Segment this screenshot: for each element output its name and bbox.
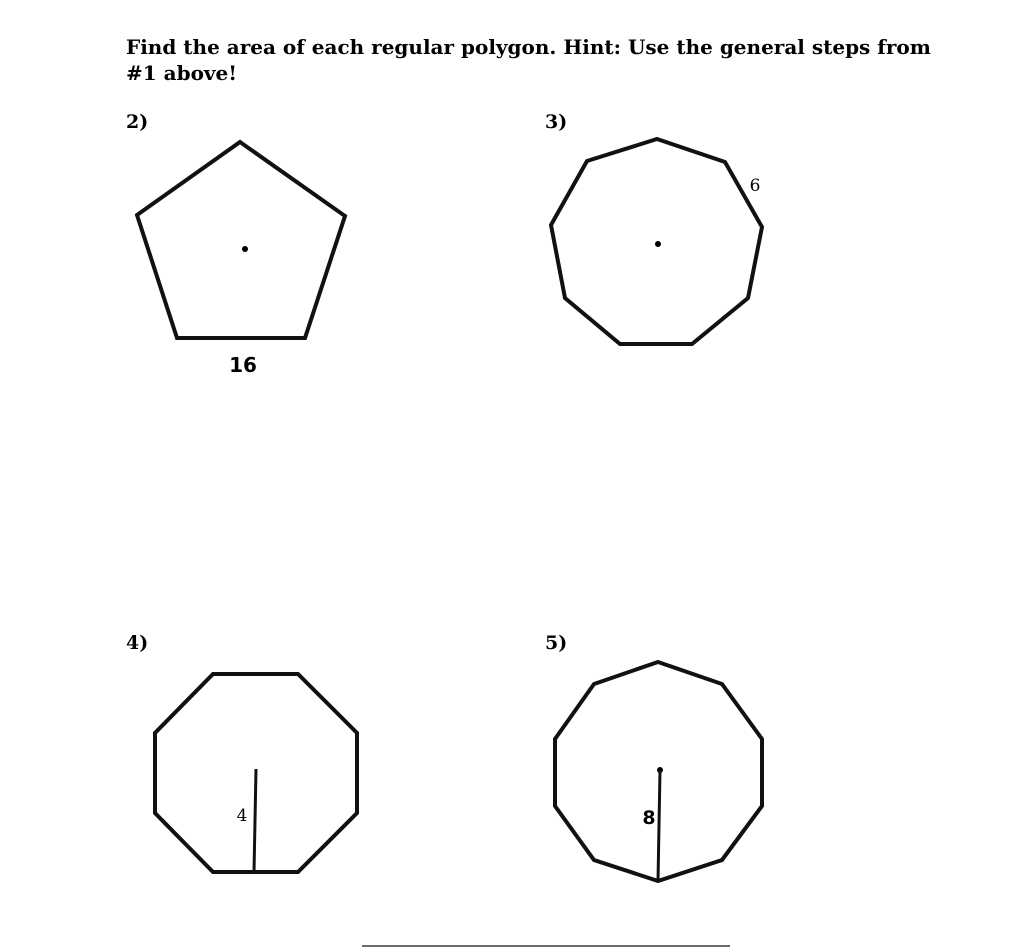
- problem-4-label: 4): [126, 632, 149, 654]
- decagon-apothem-label: 8: [642, 807, 656, 829]
- problem-5-label: 5): [545, 632, 568, 654]
- problem-4-figure: [155, 674, 357, 872]
- octagon-apothem-label: 4: [236, 806, 248, 826]
- problem-5-figure: [555, 662, 762, 881]
- problem-2-figure: [137, 142, 345, 377]
- instructions-text: Find the area of each regular polygon. Hint: Use the general steps from #1 above!: [126, 35, 931, 85]
- problem-2-label: 2): [126, 111, 149, 133]
- bottom-divider: [362, 945, 730, 947]
- decagon-apothem-line: [658, 770, 660, 881]
- problem-3-figure: [551, 139, 762, 344]
- octagon-apothem-line: [254, 769, 256, 872]
- pentagon-shape: [137, 142, 345, 338]
- problem-3-label: 3): [545, 111, 568, 133]
- pentagon-side-label: 16: [229, 353, 257, 377]
- pentagon-center-point: [242, 246, 248, 252]
- nonagon-center-point: [655, 241, 661, 247]
- nonagon-side-label: 6: [749, 176, 761, 196]
